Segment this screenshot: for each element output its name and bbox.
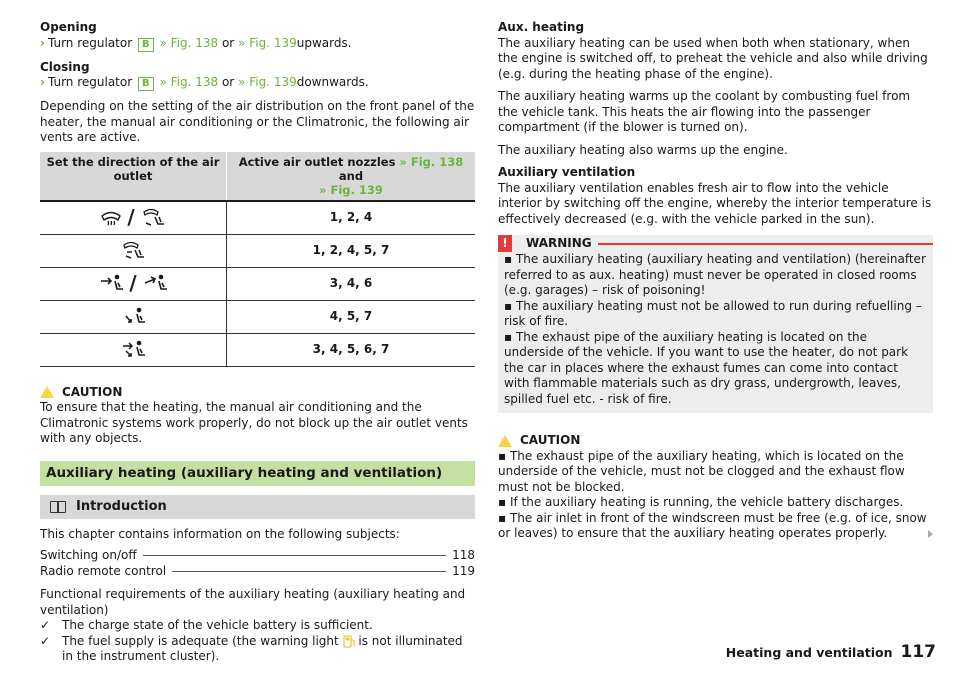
toc-label: Switching on/off xyxy=(40,548,137,562)
header-nozzles-text: Active air outlet nozzles xyxy=(238,154,396,169)
nozzles-cell: 3, 4, 6 xyxy=(227,267,476,300)
right-column xyxy=(498,20,933,542)
warning-item-text: The auxiliary heating (auxiliary heating and ventilation) (hereinafter referred to as aux. heating) must never be operated in closed rooms (e.g. garages) – risk of poisoning! xyxy=(504,252,926,297)
warning-box xyxy=(498,235,933,413)
toc-leader xyxy=(143,555,446,556)
closing-step xyxy=(40,75,475,91)
warning-item-text: The exhaust pipe of the auxiliary heating is located on the underside of the vehicle. If you want to use the heater, do not park the car in places where the exhaust fumes can come into contact with flammable materials such as dry grass, undergrowth, leaves, spilled fuel etc. - risk of fire. xyxy=(504,329,909,406)
fig-ref-link[interactable]: » Fig. 138 xyxy=(399,154,464,169)
nozzles-cell: 1, 2, 4, 5, 7 xyxy=(227,234,476,267)
check-item xyxy=(40,618,475,634)
chapter-intro-text: This chapter contains information on the following subjects: xyxy=(40,526,400,541)
caution-item-text: The air inlet in front of the windscreen must be free (e.g. of ice, snow or leaves) to ensure that the auxiliary heating operates properly. xyxy=(498,510,927,540)
windscreen-feet-body-icon xyxy=(120,240,146,262)
fig-ref-link[interactable]: » Fig. 139 xyxy=(238,75,297,89)
table-row xyxy=(40,234,475,267)
warning-title: WARNING xyxy=(526,235,592,250)
fuel-warning-light-icon xyxy=(343,635,355,648)
air-vents-table xyxy=(40,152,475,367)
regulator-key-badge: B xyxy=(138,77,154,91)
left-column xyxy=(40,20,475,665)
caution-box xyxy=(40,385,475,447)
caution-item-text: The exhaust pipe of the auxiliary heating, which is located on the underside of the vehicle, must not be clogged and the exhaust flow must not be blocked. xyxy=(498,448,905,494)
caution-triangle-icon xyxy=(498,435,512,447)
regulator-key-badge: B xyxy=(138,38,154,52)
introduction-heading xyxy=(40,495,475,519)
fig-ref-link[interactable]: » Fig. 139 xyxy=(238,35,297,50)
page-number: 117 xyxy=(900,642,936,662)
caution-header xyxy=(40,385,475,401)
direction-cell xyxy=(40,300,227,333)
opening-title: Opening xyxy=(40,20,97,34)
table-row xyxy=(40,201,475,235)
toc-item[interactable] xyxy=(40,564,475,580)
check-text xyxy=(62,634,475,665)
aux-heating-title: Aux. heating xyxy=(498,20,585,34)
warning-header xyxy=(498,235,933,252)
aux-ventilation-paragraph: The auxiliary ventilation enables fresh air to flow into the vehicle interior by switching off the engine, whereby the interior temperature is effectively decreased (e.g. with the vehicle parked in the sun). xyxy=(498,180,932,226)
aux-heating-paragraph: The auxiliary heating also warms up the engine. xyxy=(498,142,788,157)
page-footer xyxy=(725,642,936,662)
caution-box xyxy=(498,433,933,542)
windscreen-footwell-icon xyxy=(140,207,166,229)
opening-step-end: upwards. xyxy=(296,35,352,50)
upper-body-alt-icon xyxy=(142,273,168,295)
opening-step-text: Turn regulator xyxy=(47,35,133,50)
caution-item-text: If the auxiliary heating is running, the vehicle battery discharges. xyxy=(509,495,904,509)
separator-slash: / xyxy=(129,270,137,295)
upper-body-footwell-icon xyxy=(120,339,146,361)
aux-heating-paragraph: The auxiliary heating can be used when both when stationary, when the engine is switched off, to preheat the vehicle and also while driving (e.g. during the heating phase of the engine). xyxy=(498,35,928,81)
check-item xyxy=(40,634,475,665)
warning-item: ▪ The exhaust pipe of the auxiliary heating is located on the underside of the vehicle. If you want to use the heater, do not park the car in places where the exhaust fumes can come into contact with flammable materials such as dry grass, undergrowth, leaves, spilled fuel etc. - risk of fire. xyxy=(504,329,909,406)
functional-requirements-text: Functional requirements of the auxiliary heating (auxiliary heating and ventilation) xyxy=(40,587,466,617)
check-text: The charge state of the vehicle battery is sufficient. xyxy=(62,618,373,632)
nozzles-cell: 4, 5, 7 xyxy=(227,300,476,333)
footer-section: Heating and ventilation xyxy=(725,645,893,660)
step-chevron-icon: › xyxy=(40,75,45,89)
checkmark-icon: ✓ xyxy=(40,618,51,632)
or-text: or xyxy=(221,75,235,89)
toc-page: 118 xyxy=(452,548,475,562)
toc-label: Radio remote control xyxy=(40,563,167,578)
caution-item: ▪ If the auxiliary heating is running, the vehicle battery discharges. xyxy=(498,495,904,509)
table-header-direction: Set the direction of the air outlet xyxy=(40,152,227,201)
table-row xyxy=(40,267,475,300)
caution-header xyxy=(498,433,933,449)
table-header-nozzles xyxy=(227,152,476,201)
warning-item: ▪ The auxiliary heating must not be allowed to run during refuelling – risk of fire. xyxy=(504,298,922,328)
step-chevron-icon: › xyxy=(40,35,45,50)
table-row xyxy=(40,333,475,366)
direction-cell xyxy=(40,234,227,267)
direction-cell xyxy=(40,333,227,366)
fig-ref-link[interactable]: » Fig. 138 xyxy=(159,35,219,50)
toc-page: 119 xyxy=(452,563,475,578)
opening-step xyxy=(40,36,475,52)
direction-cell xyxy=(40,201,227,235)
separator-slash: / xyxy=(127,204,135,229)
continue-arrow-icon xyxy=(928,530,933,538)
toc-item[interactable] xyxy=(40,548,475,564)
check-text-post: is not illuminated in the instrument cluster). xyxy=(62,633,463,663)
caution-item: ▪ The air inlet in front of the windscreen must be free (e.g. of ice, snow or leaves) to ensure that the auxiliary heating operates properly. xyxy=(498,510,927,540)
closing-step-text: Turn regulator xyxy=(47,75,133,89)
or-text: or xyxy=(221,35,235,50)
nozzles-cell: 1, 2, 4 xyxy=(227,201,476,235)
section-heading: Auxiliary heating (auxiliary heating and ventilation) xyxy=(40,461,475,487)
check-text-pre: The fuel supply is adequate (the warning light xyxy=(62,633,339,648)
closing-title: Closing xyxy=(40,59,90,74)
introduction-title: Introduction xyxy=(76,499,167,514)
caution-triangle-icon xyxy=(40,386,54,398)
toc-leader xyxy=(172,571,446,572)
caution-title: CAUTION xyxy=(520,433,581,447)
aux-heating-paragraph: The auxiliary heating warms up the coolant by combusting fuel from the vehicle tank. This heats the air flowing into the passenger compartment (if the blower is turned on). xyxy=(498,89,911,134)
warning-item-text: The auxiliary heating must not be allowed to run during refuelling – risk of fire. xyxy=(504,298,922,328)
direction-cell xyxy=(40,267,227,300)
fig-ref-link[interactable]: » Fig. 138 xyxy=(159,75,219,89)
nozzles-cell: 3, 4, 5, 6, 7 xyxy=(227,333,476,366)
caution-text: To ensure that the heating, the manual air conditioning and the Climatronic systems work properly, do not block up the air outlet vents with any objects. xyxy=(40,400,468,445)
closing-step-end: downwards. xyxy=(296,75,369,89)
upper-body-icon xyxy=(98,273,124,295)
warning-rule xyxy=(598,243,933,245)
checkmark-icon: ✓ xyxy=(40,633,51,648)
caution-title: CAUTION xyxy=(62,384,123,399)
book-icon xyxy=(50,501,66,513)
warning-item: ▪ The auxiliary heating (auxiliary heating and ventilation) (hereinafter referred to as aux. heating) must never be operated in closed rooms (e.g. garages) – risk of poisoning! xyxy=(504,252,926,297)
and-text: and xyxy=(338,168,364,183)
footwell-icon xyxy=(120,306,146,328)
windscreen-defrost-icon xyxy=(100,208,122,228)
table-of-contents xyxy=(40,548,475,579)
fig-ref-link[interactable]: » Fig. 139 xyxy=(319,182,383,197)
aux-ventilation-title: Auxiliary ventilation xyxy=(498,165,636,179)
warning-exclamation-icon: ! xyxy=(498,235,512,252)
table-row xyxy=(40,300,475,333)
air-distribution-paragraph: Depending on the setting of the air distribution on the front panel of the heater, the manual air conditioning or the Climatronic, the following air vents are active. xyxy=(40,99,475,144)
caution-item: ▪ The exhaust pipe of the auxiliary heating, which is located on the underside of the vehicle, must not be clogged and the exhaust flow must not be blocked. xyxy=(498,448,905,494)
